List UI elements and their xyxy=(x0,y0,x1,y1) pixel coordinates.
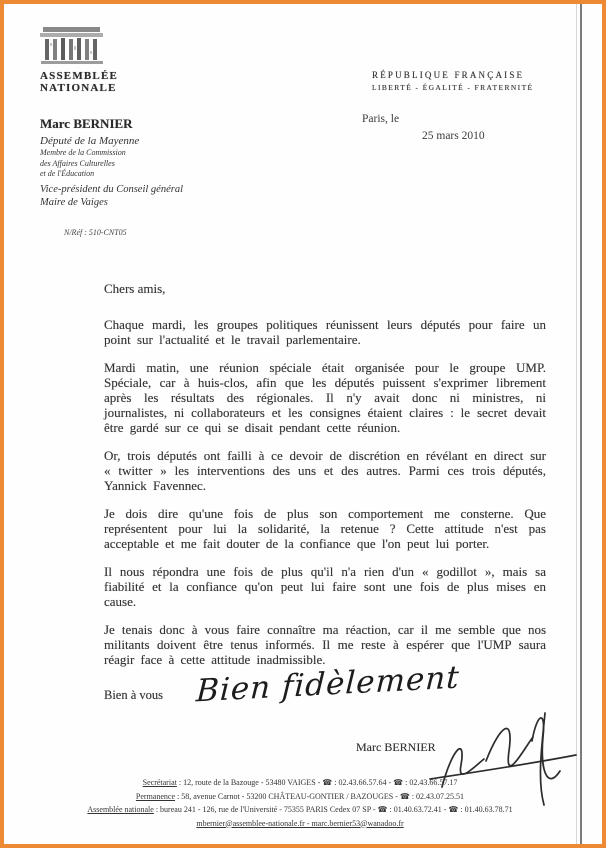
paragraph-4: Je dois dire qu'une fois de plus son comportement me consterne. Que représentent pour lui la solidarité, la retenue ? Cette attitude n'est pas acceptable et me fait douter de la confiance que l'on peut lui porter. xyxy=(104,506,546,551)
letter-body xyxy=(104,281,546,680)
closing-typed: Bien à vous xyxy=(104,688,164,702)
devise: LIBERTÉ - ÉGALITÉ - FRATERNITÉ xyxy=(372,83,534,92)
paragraph-5: Il nous répondra une fois de plus qu'il n'a rien d'un « godillot », mais sa fiabilité et la confiance qu'on peut lui faire sont une fois de plus mises en cause. xyxy=(104,564,546,609)
logo-org-line1: ASSEMBLÉE xyxy=(40,70,119,82)
logo-org-name xyxy=(40,71,140,94)
footer-line-assemblee xyxy=(34,803,566,817)
footer-emails: mbernier@assemblee-nationale.fr - marc.bernier53@wanadoo.fr xyxy=(196,818,404,828)
sender-name: Marc BERNIER xyxy=(40,116,133,131)
paragraph-6: Je tenais donc à vous faire connaître ma réaction, car il me semble que nos militants doivent être tenus informés. Il me reste à espérer que l'UMP saura réagir face à cette attitude inadmissible. xyxy=(104,622,546,667)
assemblee-nationale-logo xyxy=(40,26,140,94)
salutation: Chers amis, xyxy=(104,281,166,296)
columns-facade-icon xyxy=(40,26,140,68)
sender-role-vice-president: Vice-président du Conseil général xyxy=(40,183,183,195)
sender-role-commission-1: Membre de la Commission xyxy=(40,148,126,157)
footer-line-secretariat xyxy=(34,776,566,790)
letter-date: 25 mars 2010 xyxy=(422,130,485,142)
footer-label-secretariat: Secrétariat xyxy=(142,778,177,787)
letterhead-footer xyxy=(34,776,566,830)
logo-org-line2: NATIONALE xyxy=(40,81,117,94)
paragraph-1: Chaque mardi, les groupes politiques réunissent leurs députés pour faire un point sur l'actualité et le travail parlementaire. xyxy=(104,317,546,347)
footer-line-permanence xyxy=(34,790,566,804)
sender-role-commission-2: des Affaires Culturelles xyxy=(40,158,115,168)
handwritten-closing: Bien fidèlement xyxy=(195,659,461,710)
sender-role-maire: Maire de Vaiges xyxy=(40,196,108,208)
footer-line-emails xyxy=(34,817,566,831)
sender-block xyxy=(40,116,183,208)
footer-label-assemblee: Assemblée nationale xyxy=(87,805,154,814)
paragraph-3: Or, trois députés ont failli à ce devoir de discrétion en révélant en direct sur « twitter » les interventions des uns et des autres. Parmi ces trois députés, Yannick Favennec. xyxy=(104,448,546,493)
republique-francaise: RÉPUBLIQUE FRANÇAISE xyxy=(372,70,525,80)
sender-role-depute: Député de la Mayenne xyxy=(40,135,140,147)
footer-rest-permanence: : 58, avenue Carnot - 53200 CHÂTEAU-GONTIER / BAZOUGES - ☎ : 02.43.07.25.51 xyxy=(175,791,465,801)
sender-role-commission-3: et de l'Éducation xyxy=(40,169,95,178)
reference-number: N/Réf : 510-CNT05 xyxy=(64,228,127,237)
signer-name: Marc BERNIER xyxy=(356,740,436,754)
footer-rest-assemblee: : bureau 241 - 126, rue de l'Université - 75355 PARIS Cedex 07 SP - ☎ : 01.40.63.72.41 - ☎ : 01.40.63.78.71 xyxy=(153,805,513,814)
republique-block xyxy=(372,70,572,92)
paragraph-2: Mardi matin, une réunion spéciale était organisée pour le groupe UMP. Spéciale, car à huis-clos, afin que les députés puissent s'exprimer librement après les résultats des régionales. Il n'y avait donc ni ministres, ni journalistes, ni collaborateurs et les consignes étaient claires : le secret devait être gardé sur ce qui se disait pendant cette réunion. xyxy=(104,360,546,435)
place-line: Paris, le xyxy=(362,113,400,125)
footer-label-permanence: Permanence xyxy=(135,791,176,801)
footer-rest-secretariat: : 12, route de la Bazouge - 53480 VAIGES - ☎ : 02.43.66.57.64 - ☎ : 02.43.66.57.17 xyxy=(176,778,458,787)
